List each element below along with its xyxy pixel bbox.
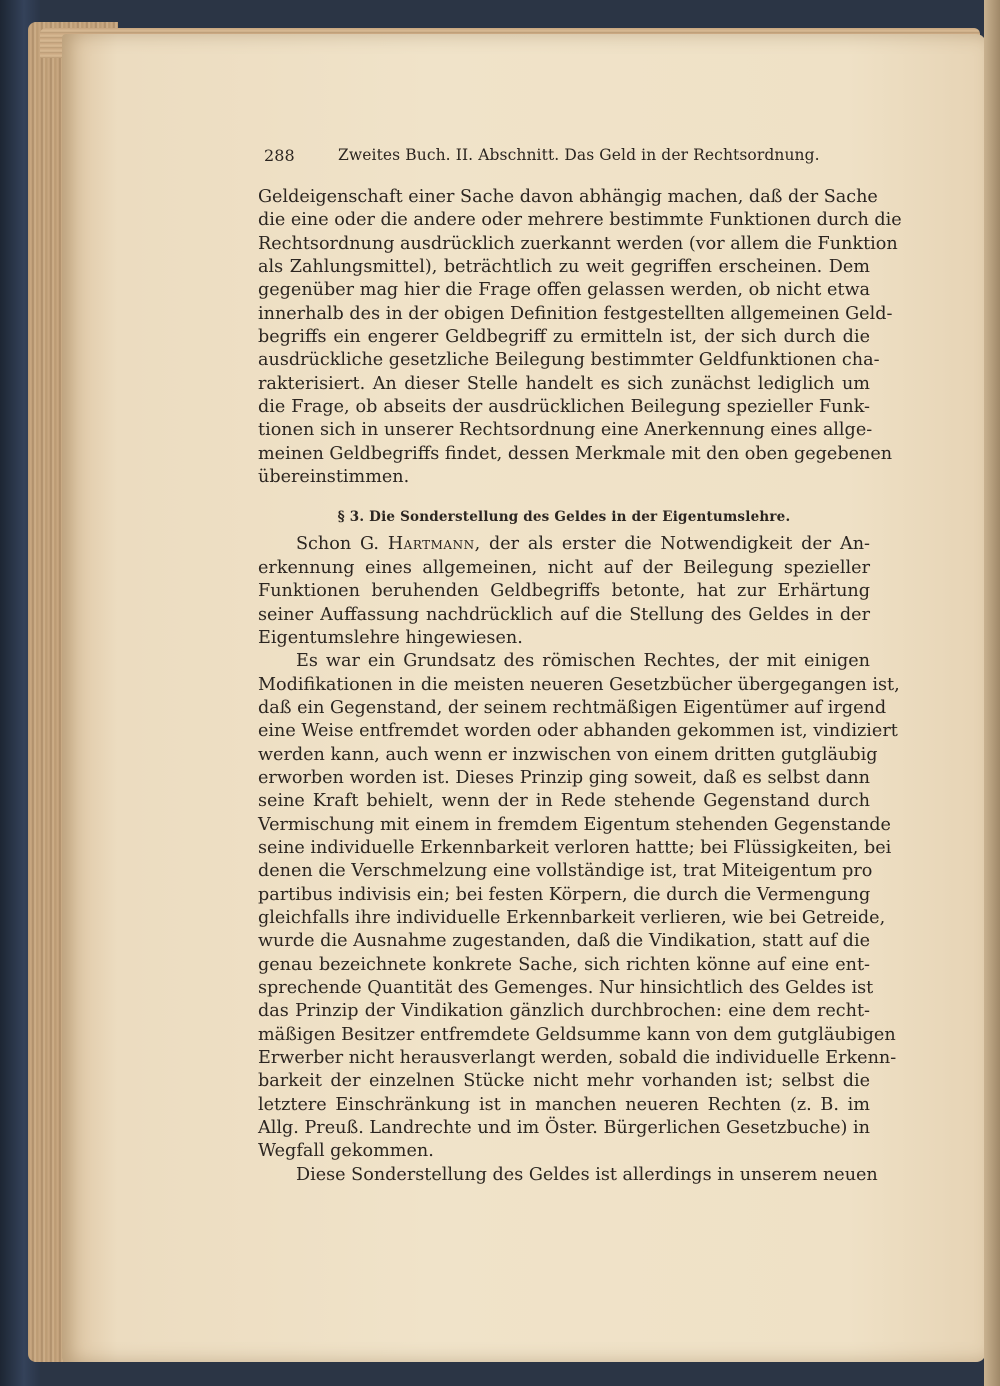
- text-line: mäßigen Besitzer entfremdete Geldsumme kann von dem gutgläubigen: [258, 1024, 896, 1045]
- text-line: innerhalb des in der obigen Definition festgestellten allgemeinen Geld-: [258, 303, 893, 324]
- text-line: Erwerber nicht herausverlangt werden, sobald die individuelle Erkenn-: [258, 1048, 897, 1069]
- running-head-title: Zweites Buch. II. Abschnitt. Das Geld in der Rechtsordnung.: [338, 146, 820, 164]
- paragraph-2-first-line: [258, 533, 870, 556]
- text-line: erworben worden ist. Dieses Prinzip ging soweit, daß es selbst dann: [258, 767, 870, 788]
- text-line: Modifikationen in die meisten neueren Gesetzbücher übergegangen ist,: [258, 674, 900, 695]
- text-line: ausdrückliche gesetzliche Beilegung bestimmter Geldfunktionen cha-: [258, 350, 880, 371]
- text-line: das Prinzip der Vindikation gänzlich durchbrochen: eine dem recht-: [258, 1001, 870, 1022]
- page-number: 288: [264, 146, 295, 165]
- text-span: Schon G.: [296, 534, 388, 555]
- text-line: übereinstimmen.: [258, 467, 410, 488]
- text-line: Es war ein Grundsatz des römischen Rechtes, der mit einigen: [296, 651, 870, 672]
- text-line: wurde die Ausnahme zugestanden, daß die Vindikation, statt auf die: [258, 931, 870, 952]
- text-span: , der als erster die Notwendigkeit der An-: [474, 534, 870, 555]
- paragraph-1: [258, 186, 902, 489]
- author-name: Hartmann: [387, 534, 475, 555]
- text-line: partibus indivisis ein; bei festen Körpern, die durch die Vermengung: [258, 884, 871, 905]
- text-line: seine Kraft behielt, wenn der in Rede stehende Gegenstand durch: [258, 791, 870, 812]
- text-line: werden kann, auch wenn er inzwischen von einem dritten gutgläubig: [258, 744, 878, 765]
- text-line: tionen sich in unserer Rechtsordnung eine Anerkennung eines allge-: [258, 420, 873, 441]
- text-line: Funktionen beruhenden Geldbegriffs betonte, hat zur Erhärtung: [258, 581, 870, 602]
- text-line: rakterisiert. An dieser Stelle handelt es sich zunächst lediglich um: [258, 373, 870, 394]
- text-line: Eigentumslehre hingewiesen.: [258, 627, 523, 648]
- text-line: erkennung eines allgemeinen, nicht auf der Beilegung spezieller: [258, 557, 870, 578]
- section-heading: § 3. Die Sonderstellung des Geldes in der Eigentumslehre.: [337, 509, 791, 526]
- text-line: gleichfalls ihre individuelle Erkennbarkeit verlieren, wie bei Getreide,: [258, 907, 886, 928]
- right-page-edge: [984, 0, 1000, 1386]
- text-line: Vermischung mit einem in fremdem Eigentum stehenden Gegenstande: [258, 814, 891, 835]
- text-line: barkeit der einzelnen Stücke nicht mehr vorhanden ist; selbst die: [258, 1071, 870, 1092]
- paragraph-2: [258, 533, 870, 650]
- text-line: Diese Sonderstellung des Geldes ist allerdings in unserem neuen: [296, 1164, 878, 1185]
- text-line: als Zahlungsmittel), beträchtlich zu weit gegriffen erscheinen. Dem: [258, 257, 870, 278]
- text-line: Rechtsordnung ausdrücklich zuerkannt werden (vor allem die Funktion: [258, 233, 898, 254]
- text-line: Wegfall gekommen.: [258, 1141, 434, 1162]
- running-head: [258, 140, 870, 166]
- text-line: Allg. Preuß. Landrechte und im Öster. Bürgerlichen Gesetzbuche) in: [258, 1118, 870, 1139]
- text-line: begriffs ein engerer Geldbegriff zu ermitteln ist, der sich durch die: [258, 327, 870, 348]
- text-line: die eine oder die andere oder mehrere bestimmte Funktionen durch die: [258, 210, 902, 231]
- text-line: gegenüber mag hier die Frage offen gelassen werden, ob nicht etwa: [258, 280, 870, 301]
- text-line: sprechende Quantität des Gemenges. Nur hinsichtlich des Geldes ist: [258, 978, 874, 998]
- text-line: meinen Geldbegriffs findet, dessen Merkmale mit den oben gegebenen: [258, 443, 893, 464]
- text-line: daß ein Gegenstand, der seinem rechtmäßigen Eigentümer auf irgend: [258, 697, 887, 718]
- text-line: letztere Einschränkung ist in manchen neueren Rechten (z. B. im: [258, 1094, 870, 1115]
- text-block: [258, 140, 902, 1187]
- text-line: eine Weise entfremdet worden oder abhanden gekommen ist, vindiziert: [258, 721, 898, 742]
- text-line: seine individuelle Erkennbarkeit verloren hattte; bei Flüssigkeiten, bei: [258, 837, 892, 858]
- text-line: Geldeigenschaft einer Sache davon abhängig machen, daß der Sache: [258, 187, 878, 207]
- text-line: die Frage, ob abseits der ausdrücklichen Beilegung spezieller Funk-: [258, 397, 870, 418]
- paragraph-3: [258, 650, 900, 1164]
- text-line: denen die Verschmelzung eine vollständige ist, trat Miteigentum pro: [258, 861, 873, 882]
- text-line: seiner Auffassung nachdrücklich auf die Stellung des Geldes in der: [258, 604, 870, 625]
- text-line: genau bezeichnete konkrete Sache, sich richten könne auf eine ent-: [258, 954, 870, 975]
- paragraph-4: [258, 1164, 878, 1187]
